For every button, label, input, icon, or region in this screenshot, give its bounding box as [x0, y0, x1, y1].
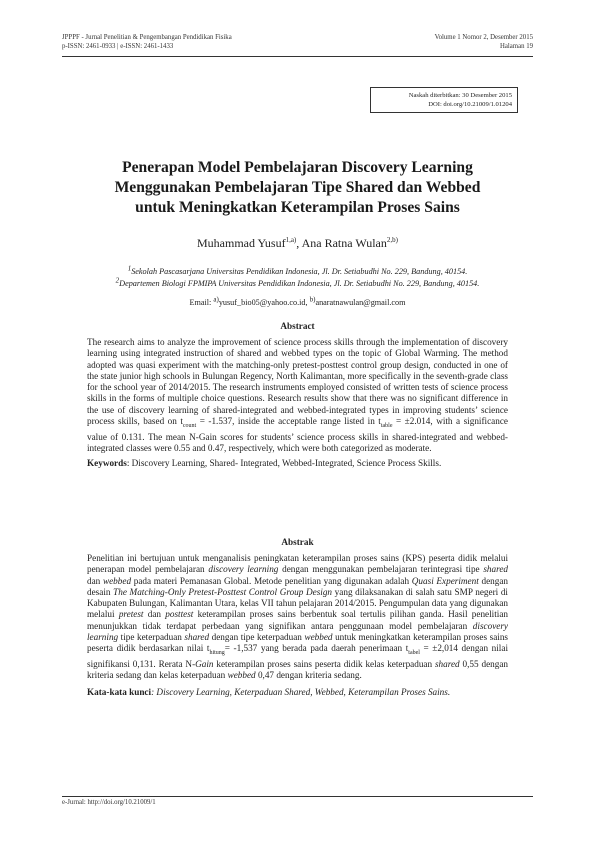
keywords-label: Keywords	[87, 458, 127, 469]
affiliations	[62, 266, 533, 289]
email-a-marker: a)	[213, 295, 219, 304]
abstrak-text: Penelitian ini bertujuan untuk menganalisis peningkatan keterampilan proses sains (KPS) peserta didik melalui penerapan model pembelajaran	[87, 553, 508, 575]
abstract-indonesian	[87, 553, 508, 698]
email-b[interactable]: anaratnawulan@gmail.com	[315, 298, 406, 307]
affiliation-2	[62, 275, 533, 290]
header-divider	[62, 56, 533, 57]
t-count-subscript: count	[182, 422, 197, 429]
kata-kunci-label: Kata-kata kunci	[87, 686, 152, 697]
doi-link[interactable]: DOI: doi.org/10.21009/1.01204	[428, 101, 512, 108]
email-label: Email:	[189, 298, 214, 307]
running-header-left	[62, 33, 232, 51]
abstrak-text: untuk meningkatkan keterampilan proses sains peserta didik berdasarkan nilai t	[87, 631, 508, 653]
abstrak-text: dan	[87, 575, 103, 586]
journal-issn: p-ISSN: 2461-0933 | e-ISSN: 2461-1433	[62, 43, 174, 50]
published-date: Naskah diterbitkan: 30 Desember 2015	[408, 92, 512, 99]
abstrak-italic: The Matching-Only Pretest-Posttest Control Group Design	[113, 586, 333, 597]
abstract-heading: Abstract	[280, 321, 315, 331]
author-1: Muhammad Yusuf	[197, 236, 286, 250]
abstrak-italic: posttest	[165, 609, 194, 620]
abstract-english	[87, 337, 508, 470]
abstrak-italic: Quasi Experiment	[411, 575, 479, 586]
abstrak-italic: webbed	[227, 670, 256, 681]
running-header-right	[435, 33, 533, 51]
t-hitung-subscript: hitung	[209, 649, 225, 656]
affiliation-1-text: Sekolah Pascasarjana Universitas Pendidikan Indonesia, Jl. Dr. Setiabudhi No. 229, Bandung, 40154.	[131, 267, 468, 276]
abstrak-italic: Gain	[195, 659, 214, 670]
title-line-1: Penerapan Model Pembelajaran Discovery Learning	[122, 159, 473, 176]
abstrak-text: keterampilan proses sains peserta didik kelas keterpaduan	[213, 659, 435, 670]
abstrak-italic: shared	[483, 564, 509, 575]
abstrak-text: dan	[143, 609, 166, 620]
abstrak-text: tipe keterpaduan	[118, 631, 185, 642]
abstrak-italic: shared	[434, 659, 460, 670]
abstrak-text: yang dilaksanakan di salah satu SMP negeri di Kabupaten Bulungan, Kalimantan Utara, kelas VII tahun pelajaran 2014/2015. Pengumpulan data yang digunakan melalui	[87, 586, 508, 620]
abstract-text-2: = -1.537, inside the acceptable range listed in t	[196, 415, 381, 426]
footer-url[interactable]: e-Jurnal: http://doi.org/10.21009/1	[62, 799, 156, 806]
affiliation-2-text: Departemen Biologi FPMIPA Universitas Pendidikan Indonesia, Jl. Dr. Setiabudhi No. 229, Bandung, 40154.	[119, 278, 480, 288]
author-list	[62, 236, 533, 251]
footer-divider	[62, 796, 533, 797]
paper-title	[62, 158, 533, 218]
abstrak-text: 0,47 dengan kriteria sedang.	[255, 670, 362, 681]
t-tabel-subscript: tabel	[408, 649, 420, 656]
title-line-2: Menggunakan Pembelajaran Tipe Shared dan Webbed	[114, 179, 481, 196]
abstrak-text: = -1,537 yang berada pada daerah penerimaan t	[224, 643, 409, 653]
abstrak-italic: webbed	[102, 575, 132, 586]
abstrak-italic: pretest	[118, 609, 144, 620]
kata-kunci-text: : Discovery Learning, Keterpaduan Shared, Webbed, Keterampilan Proses Sains.	[151, 686, 451, 697]
author-1-affiliation: 1,a)	[285, 236, 297, 244]
email-a[interactable]: yusuf_bio05@yahoo.co.id,	[218, 298, 310, 307]
abstrak-text: pada materi Pemanasan Global. Metode penelitian yang digunakan adalah	[131, 575, 412, 586]
page-number: Halaman 19	[499, 43, 533, 50]
keywords-english	[87, 458, 508, 469]
abstrak-italic: discovery learning	[87, 620, 508, 642]
journal-name: JPPPF - Jurnal Penelitian & Pengembangan Pendidikan Fisika	[62, 34, 232, 41]
publication-info-box	[370, 87, 518, 113]
affiliation-1-number: 1	[127, 264, 132, 273]
email-b-marker: b)	[309, 295, 316, 304]
abstrak-text: = ±2,014 dengan nilai signifikansi 0,131. Rerata N-	[87, 643, 508, 670]
contact-email	[62, 295, 533, 307]
abstrak-text: dengan tipe keterpaduan	[209, 631, 305, 642]
abstrak-heading: Abstrak	[281, 537, 314, 547]
abstrak-text: dengan menggunakan pembelajaran terintegrasi tipe	[278, 564, 484, 575]
t-table-subscript: table	[380, 422, 393, 429]
journal-volume: Volume 1 Nomor 2, Desember 2015	[434, 34, 533, 41]
author-2: Ana Ratna Wulan	[301, 236, 387, 250]
abstract-text-3: = ±2.014, with a significance value of 0.131. The mean N-Gain scores for students’ science process skills in shared-integrated and webbed-integrated classes were 0.55 and 0.47, respectively, which were both categorized as moderate.	[87, 415, 508, 454]
abstrak-text: 0,55 dengan kriteria sedang dan kelas keterpaduan	[87, 659, 509, 681]
author-2-affiliation: 2,b)	[386, 236, 398, 244]
abstrak-text: dengan desain	[87, 575, 509, 597]
abstrak-italic: shared	[184, 631, 210, 642]
abstract-text-1: The research aims to analyze the improvement of science process skills through the implementation of discovery learning using integrated instruction of shared and webbed types on the topic of Global Warming. The method adopted was quasi experiment with the matching-only pretest-posttest control group design, conducted in one of the state junior high schools in Bulungan Regency, North Kalimantan, more specifically in the seventh-grade class for the school year of 2014/2015. The research instruments employed consisted of written tests of science process skills in the forms of multiple choice questions. Research results show that there was no significant difference in the use of discovery learning of shared-integrated and webbed-integrated types in improving students’ science process skills, based on t	[87, 337, 508, 426]
abstrak-italic: webbed	[304, 631, 333, 642]
abstract-indonesian-text	[87, 553, 508, 682]
affiliation-2-number: 2	[115, 275, 120, 284]
keywords-text: : Discovery Learning, Shared- Integrated, Webbed-Integrated, Science Process Skills.	[126, 458, 442, 469]
affiliation-1	[62, 266, 533, 278]
author-separator: ,	[296, 236, 302, 250]
abstrak-text: keterampilan proses sains berbentuk soal tertulis pilihan ganda. Hasil penelitian menunjukkan tidak terdapat perbedaan yang signifikan antara penggunaan model pembelajaran	[87, 609, 509, 631]
keywords-indonesian	[87, 687, 508, 698]
abstract-english-text	[87, 337, 508, 454]
title-line-3: untuk Meningkatkan Keterampilan Proses Sains	[135, 199, 460, 216]
abstrak-italic: discovery learning	[208, 564, 279, 575]
